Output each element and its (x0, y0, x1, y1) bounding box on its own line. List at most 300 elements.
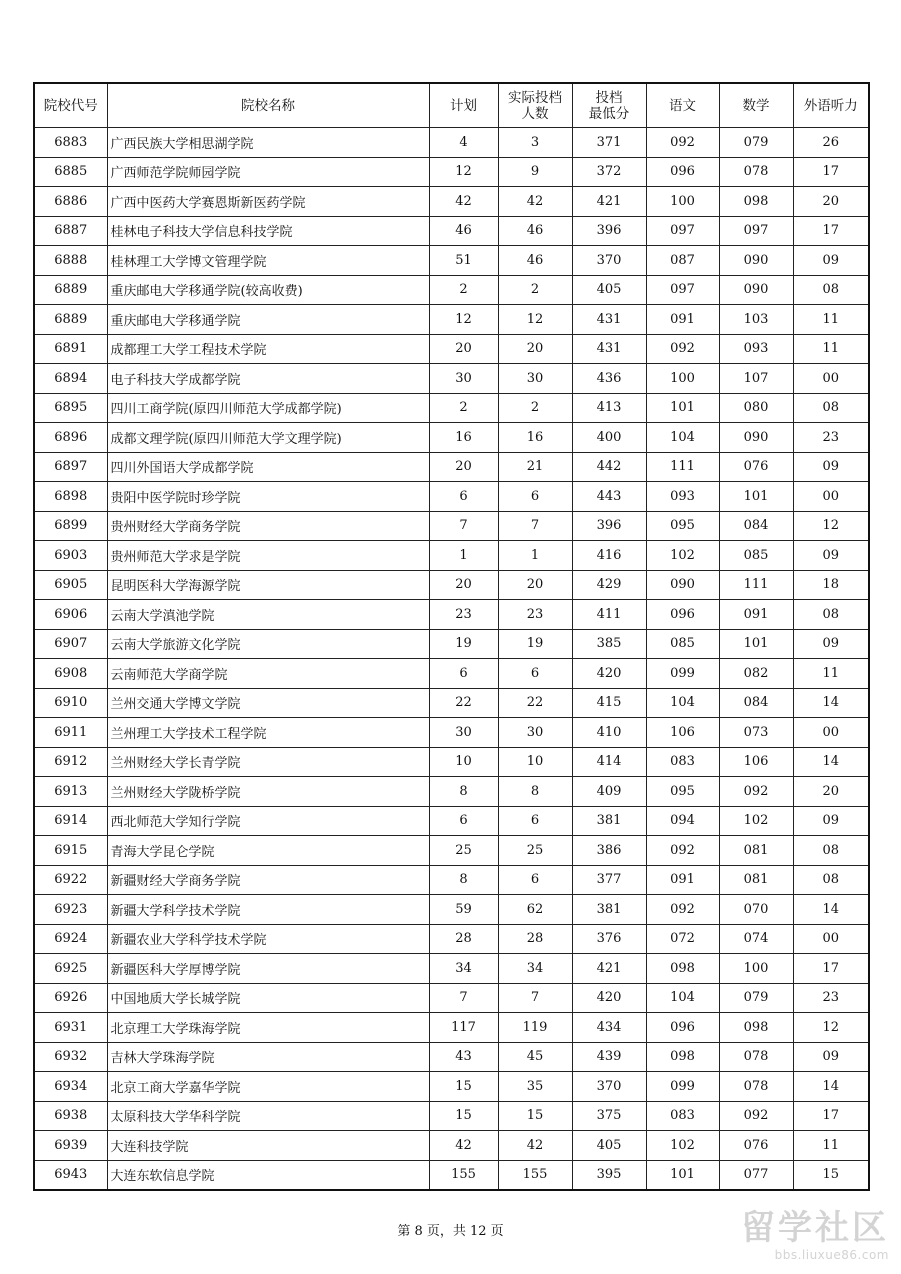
table-cell: 6883 (34, 128, 107, 158)
table-cell: 6939 (34, 1131, 107, 1161)
table-cell: 贵阳中医学院时珍学院 (107, 482, 429, 512)
table-cell: 17 (793, 1101, 869, 1131)
table-cell: 370 (572, 1072, 646, 1102)
table-row (34, 216, 869, 246)
table-cell: 098 (646, 1042, 719, 1072)
table-cell: 08 (793, 836, 869, 866)
table-cell: 111 (719, 570, 793, 600)
table-cell: 8 (429, 777, 498, 807)
table-cell: 09 (793, 246, 869, 276)
table-cell: 吉林大学珠海学院 (107, 1042, 429, 1072)
table-cell: 6905 (34, 570, 107, 600)
table-cell: 102 (646, 541, 719, 571)
table-cell: 077 (719, 1160, 793, 1190)
table-cell: 22 (498, 688, 572, 718)
table-cell: 兰州财经大学陇桥学院 (107, 777, 429, 807)
table-cell: 6913 (34, 777, 107, 807)
column-header: 计划 (429, 83, 498, 128)
table-cell: 14 (793, 688, 869, 718)
table-cell: 405 (572, 275, 646, 305)
table-cell: 098 (719, 187, 793, 217)
table-cell: 10 (498, 747, 572, 777)
table-cell: 104 (646, 983, 719, 1013)
table-row (34, 983, 869, 1013)
table-cell: 093 (719, 334, 793, 364)
table-cell: 101 (719, 482, 793, 512)
table-cell: 30 (429, 718, 498, 748)
table-cell: 085 (646, 629, 719, 659)
table-cell: 155 (498, 1160, 572, 1190)
table-cell: 6896 (34, 423, 107, 453)
table-cell: 00 (793, 924, 869, 954)
table-cell: 119 (498, 1013, 572, 1043)
table-row (34, 954, 869, 984)
table-cell: 372 (572, 157, 646, 187)
table-cell: 092 (646, 128, 719, 158)
table-cell: 375 (572, 1101, 646, 1131)
table-cell: 079 (719, 128, 793, 158)
table-row (34, 659, 869, 689)
table-cell: 100 (719, 954, 793, 984)
table-row (34, 275, 869, 305)
table-cell: 092 (719, 777, 793, 807)
table-cell: 2 (429, 275, 498, 305)
table-cell: 107 (719, 364, 793, 394)
table-cell: 重庆邮电大学移通学院(较高收费) (107, 275, 429, 305)
table-cell: 6903 (34, 541, 107, 571)
table-cell: 09 (793, 1042, 869, 1072)
table-cell: 381 (572, 806, 646, 836)
table-cell: 17 (793, 216, 869, 246)
table-row (34, 452, 869, 482)
table-cell: 377 (572, 865, 646, 895)
table-cell: 25 (498, 836, 572, 866)
table-cell: 099 (646, 1072, 719, 1102)
table-cell: 12 (793, 511, 869, 541)
table-cell: 25 (429, 836, 498, 866)
table-cell: 17 (793, 157, 869, 187)
table-header-row (34, 83, 869, 128)
table-cell: 10 (429, 747, 498, 777)
table-row (34, 806, 869, 836)
table-cell: 6895 (34, 393, 107, 423)
table-cell: 16 (498, 423, 572, 453)
table-cell: 大连东软信息学院 (107, 1160, 429, 1190)
watermark (729, 1208, 889, 1268)
table-cell: 23 (793, 423, 869, 453)
table-cell: 大连科技学院 (107, 1131, 429, 1161)
table-cell: 081 (719, 865, 793, 895)
column-header: 实际投档 人数 (498, 83, 572, 128)
table-cell: 090 (646, 570, 719, 600)
table-cell: 12 (429, 157, 498, 187)
column-header: 投档 最低分 (572, 83, 646, 128)
table-cell: 20 (429, 334, 498, 364)
table-body (34, 128, 869, 1191)
table-cell: 117 (429, 1013, 498, 1043)
table-cell: 7 (498, 983, 572, 1013)
table-cell: 6889 (34, 305, 107, 335)
table-cell: 429 (572, 570, 646, 600)
table-cell: 昆明医科大学海源学院 (107, 570, 429, 600)
table-cell: 7 (429, 983, 498, 1013)
table-cell: 30 (429, 364, 498, 394)
table-cell: 083 (646, 1101, 719, 1131)
table-cell: 34 (429, 954, 498, 984)
column-header: 语文 (646, 83, 719, 128)
table-cell: 400 (572, 423, 646, 453)
table-cell: 6908 (34, 659, 107, 689)
table-row (34, 600, 869, 630)
table-cell: 370 (572, 246, 646, 276)
table-cell: 6932 (34, 1042, 107, 1072)
table-cell: 6922 (34, 865, 107, 895)
table-row (34, 865, 869, 895)
table-cell: 101 (719, 629, 793, 659)
table-cell: 四川外国语大学成都学院 (107, 452, 429, 482)
table-cell: 442 (572, 452, 646, 482)
table-cell: 405 (572, 1131, 646, 1161)
table-cell: 414 (572, 747, 646, 777)
table-cell: 098 (719, 1013, 793, 1043)
table-cell: 2 (498, 275, 572, 305)
table-cell: 395 (572, 1160, 646, 1190)
table-row (34, 393, 869, 423)
table-cell: 23 (498, 600, 572, 630)
table-row (34, 924, 869, 954)
table-row (34, 157, 869, 187)
table-row (34, 570, 869, 600)
table-cell: 15 (429, 1072, 498, 1102)
table-cell: 08 (793, 393, 869, 423)
table-cell: 095 (646, 777, 719, 807)
table-cell: 104 (646, 423, 719, 453)
table-cell: 3 (498, 128, 572, 158)
table-cell: 6 (498, 865, 572, 895)
table-cell: 6898 (34, 482, 107, 512)
table-cell: 409 (572, 777, 646, 807)
table-cell: 6 (429, 482, 498, 512)
table-cell: 6887 (34, 216, 107, 246)
table-cell: 广西中医药大学赛恩斯新医药学院 (107, 187, 429, 217)
table-cell: 23 (793, 983, 869, 1013)
table-cell: 155 (429, 1160, 498, 1190)
table-cell: 6923 (34, 895, 107, 925)
table-row (34, 629, 869, 659)
table-cell: 106 (646, 718, 719, 748)
table-cell: 6907 (34, 629, 107, 659)
table-cell: 15 (498, 1101, 572, 1131)
table-cell: 8 (429, 865, 498, 895)
table-cell: 青海大学昆仑学院 (107, 836, 429, 866)
table-cell: 30 (498, 718, 572, 748)
table-row (34, 334, 869, 364)
table-cell: 42 (429, 1131, 498, 1161)
table-cell: 19 (429, 629, 498, 659)
table-cell: 1 (498, 541, 572, 571)
table-cell: 104 (646, 688, 719, 718)
table-cell: 093 (646, 482, 719, 512)
table-cell: 2 (498, 393, 572, 423)
table-cell: 新疆医科大学厚博学院 (107, 954, 429, 984)
table-cell: 083 (646, 747, 719, 777)
table-cell: 北京工商大学嘉华学院 (107, 1072, 429, 1102)
table-cell: 7 (429, 511, 498, 541)
table-cell: 云南师范大学商学院 (107, 659, 429, 689)
table-cell: 46 (498, 216, 572, 246)
table-row (34, 718, 869, 748)
table-cell: 106 (719, 747, 793, 777)
table-row (34, 541, 869, 571)
table-cell: 074 (719, 924, 793, 954)
table-cell: 6 (429, 806, 498, 836)
table-cell: 6 (498, 482, 572, 512)
table-cell: 15 (429, 1101, 498, 1131)
table-cell: 413 (572, 393, 646, 423)
table-cell: 11 (793, 659, 869, 689)
table-cell: 6899 (34, 511, 107, 541)
table-row (34, 1072, 869, 1102)
table-row (34, 1160, 869, 1190)
table-cell: 12 (793, 1013, 869, 1043)
table-cell: 100 (646, 187, 719, 217)
table-cell: 30 (498, 364, 572, 394)
table-cell: 14 (793, 895, 869, 925)
table-cell: 四川工商学院(原四川师范大学成都学院) (107, 393, 429, 423)
table-cell: 09 (793, 806, 869, 836)
table-cell: 385 (572, 629, 646, 659)
table-row (34, 246, 869, 276)
table-cell: 099 (646, 659, 719, 689)
column-header: 院校代号 (34, 83, 107, 128)
table-cell: 6915 (34, 836, 107, 866)
table-row (34, 1131, 869, 1161)
table-cell: 434 (572, 1013, 646, 1043)
table-cell: 09 (793, 541, 869, 571)
table-cell: 51 (429, 246, 498, 276)
table-cell: 34 (498, 954, 572, 984)
table-cell: 11 (793, 1131, 869, 1161)
table-cell: 20 (793, 187, 869, 217)
table-cell: 12 (429, 305, 498, 335)
table-cell: 101 (646, 393, 719, 423)
column-header: 外语听力 (793, 83, 869, 128)
table-cell: 421 (572, 187, 646, 217)
table-cell: 092 (646, 334, 719, 364)
table-cell: 091 (646, 305, 719, 335)
table-cell: 20 (498, 570, 572, 600)
table-cell: 090 (719, 246, 793, 276)
column-header: 数学 (719, 83, 793, 128)
table-cell: 9 (498, 157, 572, 187)
table-cell: 26 (793, 128, 869, 158)
table-cell: 6888 (34, 246, 107, 276)
table-cell: 桂林理工大学博文管理学院 (107, 246, 429, 276)
table-cell: 北京理工大学珠海学院 (107, 1013, 429, 1043)
table-cell: 西北师范大学知行学院 (107, 806, 429, 836)
table-row (34, 836, 869, 866)
table-cell: 4 (429, 128, 498, 158)
table-cell: 6925 (34, 954, 107, 984)
table-cell: 103 (719, 305, 793, 335)
table-cell: 20 (498, 334, 572, 364)
table-cell: 08 (793, 865, 869, 895)
table-cell: 073 (719, 718, 793, 748)
table-cell: 443 (572, 482, 646, 512)
table-cell: 6914 (34, 806, 107, 836)
table-cell: 云南大学旅游文化学院 (107, 629, 429, 659)
table-cell: 097 (719, 216, 793, 246)
table-cell: 092 (646, 836, 719, 866)
table-cell: 11 (793, 305, 869, 335)
table-cell: 广西民族大学相思湖学院 (107, 128, 429, 158)
table-cell: 097 (646, 275, 719, 305)
table-row (34, 128, 869, 158)
table-cell: 8 (498, 777, 572, 807)
table-row (34, 482, 869, 512)
table-cell: 096 (646, 157, 719, 187)
table-cell: 076 (719, 452, 793, 482)
table-cell: 35 (498, 1072, 572, 1102)
table-cell: 17 (793, 954, 869, 984)
table-cell: 371 (572, 128, 646, 158)
table-cell: 096 (646, 1013, 719, 1043)
table-cell: 贵州财经大学商务学院 (107, 511, 429, 541)
table-cell: 090 (719, 275, 793, 305)
table-cell: 091 (646, 865, 719, 895)
table-cell: 6891 (34, 334, 107, 364)
table-cell: 431 (572, 305, 646, 335)
table-cell: 098 (646, 954, 719, 984)
table-cell: 420 (572, 659, 646, 689)
table-cell: 376 (572, 924, 646, 954)
table-cell: 08 (793, 600, 869, 630)
table-cell: 广西师范学院师园学院 (107, 157, 429, 187)
table-cell: 15 (793, 1160, 869, 1190)
table-row (34, 1101, 869, 1131)
table-cell: 091 (719, 600, 793, 630)
table-cell: 396 (572, 216, 646, 246)
table-cell: 079 (719, 983, 793, 1013)
table-cell: 6910 (34, 688, 107, 718)
table-row (34, 895, 869, 925)
table-cell: 兰州交通大学博文学院 (107, 688, 429, 718)
table-cell: 45 (498, 1042, 572, 1072)
table-cell: 415 (572, 688, 646, 718)
table-cell: 6906 (34, 600, 107, 630)
table-cell: 6931 (34, 1013, 107, 1043)
table-cell: 416 (572, 541, 646, 571)
table-cell: 中国地质大学长城学院 (107, 983, 429, 1013)
table-cell: 080 (719, 393, 793, 423)
table-cell: 20 (429, 452, 498, 482)
admission-table (33, 82, 870, 1191)
table-cell: 421 (572, 954, 646, 984)
table-cell: 101 (646, 1160, 719, 1190)
table-cell: 094 (646, 806, 719, 836)
table-cell: 28 (429, 924, 498, 954)
table-cell: 381 (572, 895, 646, 925)
table-cell: 436 (572, 364, 646, 394)
table-cell: 09 (793, 452, 869, 482)
table-cell: 6934 (34, 1072, 107, 1102)
table-cell: 28 (498, 924, 572, 954)
table-cell: 6938 (34, 1101, 107, 1131)
table-row (34, 1013, 869, 1043)
table-cell: 22 (429, 688, 498, 718)
table-row (34, 364, 869, 394)
table-row (34, 777, 869, 807)
table-cell: 18 (793, 570, 869, 600)
table-row (34, 747, 869, 777)
table-cell: 090 (719, 423, 793, 453)
table-row (34, 1042, 869, 1072)
table-cell: 6911 (34, 718, 107, 748)
table-cell: 42 (498, 1131, 572, 1161)
table-cell: 6886 (34, 187, 107, 217)
table-cell: 111 (646, 452, 719, 482)
table-cell: 431 (572, 334, 646, 364)
table-cell: 成都理工大学工程技术学院 (107, 334, 429, 364)
table-cell: 成都文理学院(原四川师范大学文理学院) (107, 423, 429, 453)
table-cell: 6912 (34, 747, 107, 777)
table-cell: 新疆财经大学商务学院 (107, 865, 429, 895)
table-cell: 42 (429, 187, 498, 217)
table-cell: 087 (646, 246, 719, 276)
table-cell: 072 (646, 924, 719, 954)
table-cell: 12 (498, 305, 572, 335)
table-cell: 386 (572, 836, 646, 866)
table-cell: 太原科技大学华科学院 (107, 1101, 429, 1131)
table-cell: 贵州师范大学求是学院 (107, 541, 429, 571)
table-cell: 09 (793, 629, 869, 659)
table-cell: 43 (429, 1042, 498, 1072)
table-cell: 6924 (34, 924, 107, 954)
table-cell: 420 (572, 983, 646, 1013)
table-cell: 2 (429, 393, 498, 423)
table-cell: 59 (429, 895, 498, 925)
watermark-url: bbs.liuxue86.com (774, 1248, 889, 1262)
table-cell: 097 (646, 216, 719, 246)
page-footer: 第 8 页，共 12 页 (397, 1224, 504, 1239)
table-cell: 439 (572, 1042, 646, 1072)
table-cell: 42 (498, 187, 572, 217)
table-cell: 078 (719, 1072, 793, 1102)
table-cell: 6894 (34, 364, 107, 394)
table-cell: 11 (793, 334, 869, 364)
table-cell: 19 (498, 629, 572, 659)
table-cell: 078 (719, 157, 793, 187)
table-cell: 14 (793, 1072, 869, 1102)
column-header: 院校名称 (107, 83, 429, 128)
table-cell: 100 (646, 364, 719, 394)
table-cell: 00 (793, 718, 869, 748)
table-cell: 084 (719, 511, 793, 541)
table-cell: 6943 (34, 1160, 107, 1190)
table-cell: 23 (429, 600, 498, 630)
table-cell: 7 (498, 511, 572, 541)
table-cell: 1 (429, 541, 498, 571)
table-cell: 6889 (34, 275, 107, 305)
table-cell: 092 (646, 895, 719, 925)
table-cell: 20 (429, 570, 498, 600)
table-cell: 096 (646, 600, 719, 630)
table-row (34, 423, 869, 453)
table-cell: 081 (719, 836, 793, 866)
table-cell: 6897 (34, 452, 107, 482)
table-cell: 46 (498, 246, 572, 276)
table-row (34, 688, 869, 718)
